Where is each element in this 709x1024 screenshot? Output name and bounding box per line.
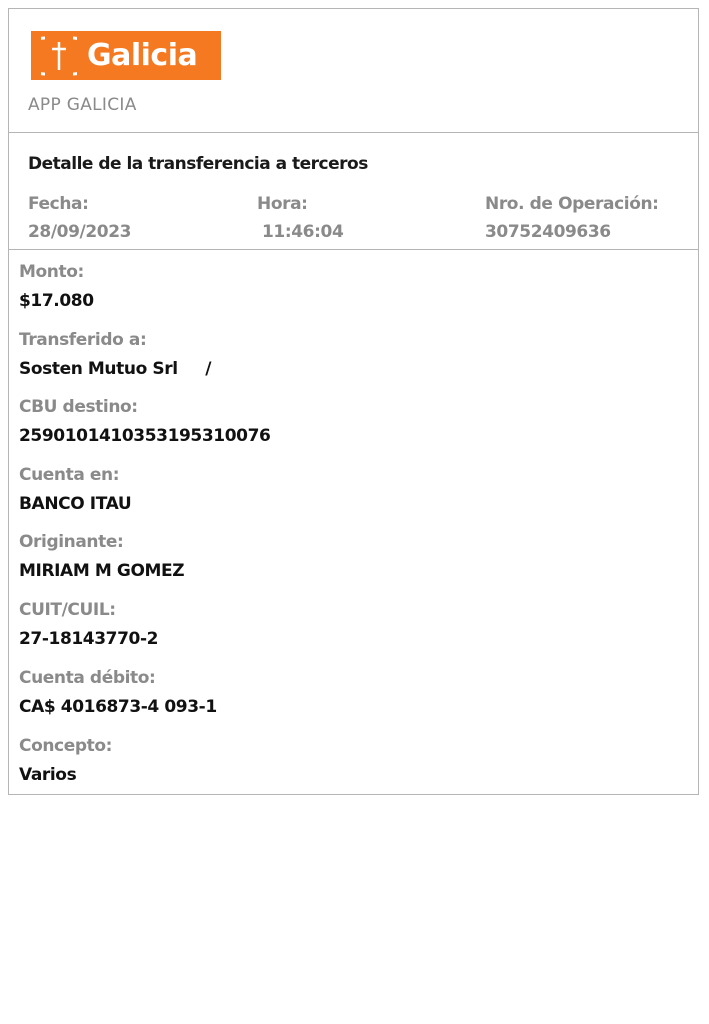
- field-label: Cuenta en:: [19, 465, 120, 485]
- operation-number-value: 30752409636: [485, 222, 611, 242]
- field-value: Sosten Mutuo Srl /: [19, 359, 212, 379]
- field-value: 27-18143770-2: [19, 629, 159, 649]
- field-value: BANCO ITAU: [19, 494, 132, 514]
- field-value: 2590101410353195310076: [19, 426, 271, 446]
- field-label: CBU destino:: [19, 397, 138, 417]
- section-title: Detalle de la transferencia a terceros: [28, 154, 368, 174]
- debit-account-field: [19, 668, 619, 717]
- cbu-field: [19, 397, 619, 446]
- field-value: CA$ 4016873-4 093-1: [19, 697, 217, 717]
- amount-field: [19, 262, 619, 311]
- field-value: $17.080: [19, 291, 94, 311]
- galicia-logo: [31, 31, 221, 80]
- originator-field: [19, 532, 619, 581]
- galicia-emblem-icon: [41, 36, 77, 76]
- field-label: Concepto:: [19, 736, 113, 756]
- app-name: APP GALICIA: [28, 95, 137, 115]
- field-value: MIRIAM M GOMEZ: [19, 561, 185, 581]
- time-label: Hora:: [257, 194, 308, 214]
- time-value: 11:46:04: [262, 222, 344, 242]
- cuit-field: [19, 600, 619, 649]
- receipt-header: [9, 9, 698, 133]
- date-value: 28/09/2023: [28, 222, 132, 242]
- bank-field: [19, 465, 619, 514]
- operation-number-label: Nro. de Operación:: [485, 194, 659, 214]
- transfer-summary: [9, 132, 698, 250]
- date-label: Fecha:: [28, 194, 89, 214]
- logo-text: Galicia: [87, 38, 198, 73]
- field-label: Monto:: [19, 262, 84, 282]
- concept-field: [19, 736, 619, 785]
- recipient-field: [19, 330, 619, 379]
- field-label: Transferido a:: [19, 330, 147, 350]
- field-label: Cuenta débito:: [19, 668, 156, 688]
- field-label: Originante:: [19, 532, 124, 552]
- field-value: Varios: [19, 765, 77, 785]
- field-label: CUIT/CUIL:: [19, 600, 116, 620]
